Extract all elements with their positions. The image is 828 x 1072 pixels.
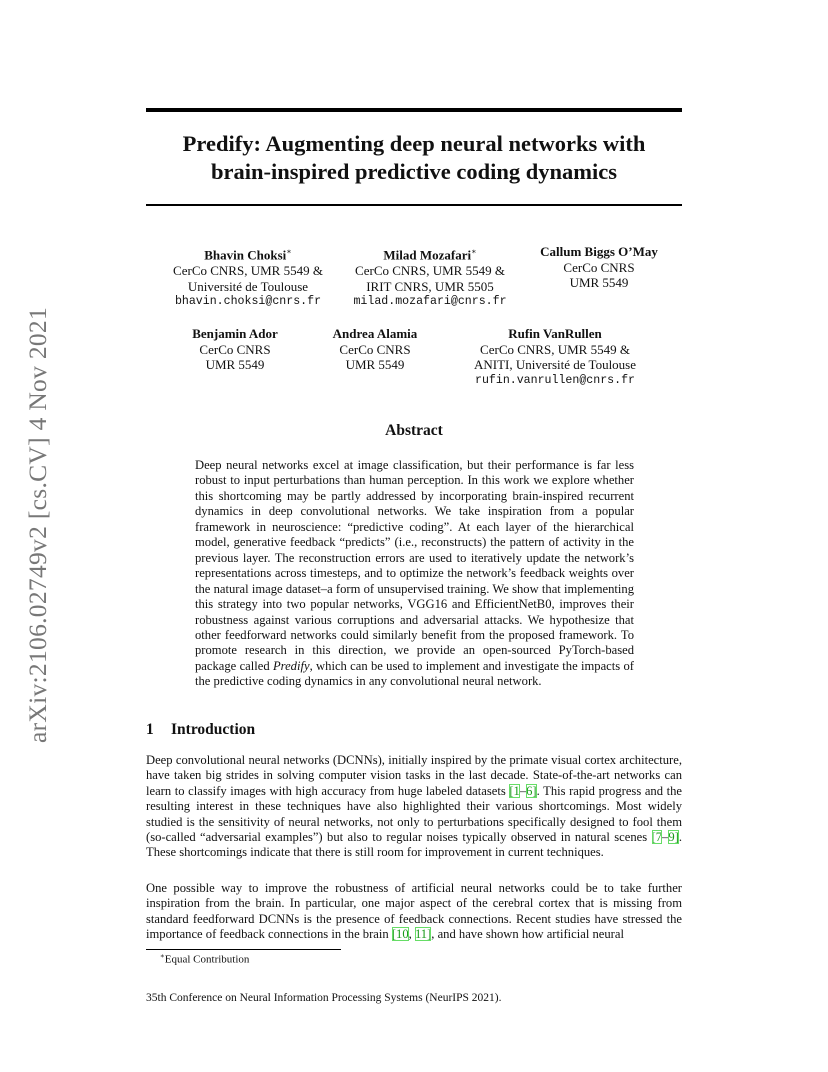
- author-name: Milad Mozafari: [383, 247, 472, 263]
- citation-link[interactable]: 11]: [414, 927, 432, 942]
- author-choksi: [150, 244, 346, 310]
- author-affiliation: CerCo CNRS, UMR 5549 &: [355, 262, 505, 278]
- author-affiliation: ANITI, Université de Toulouse: [473, 357, 637, 373]
- author-affiliation: CerCo CNRS: [199, 341, 271, 357]
- citation-link[interactable]: [7: [651, 830, 663, 845]
- citation-link[interactable]: 6]: [526, 783, 537, 798]
- citation-link[interactable]: [1: [509, 783, 520, 798]
- intro-paragraph-2: [146, 881, 682, 943]
- section-number: 1: [146, 721, 154, 738]
- abstract-heading: Abstract: [385, 422, 443, 439]
- author-affiliation: Université de Toulouse: [187, 278, 309, 294]
- conference-footer: 35th Conference on Neural Information Processing Systems (NeurIPS 2021).: [146, 992, 502, 1004]
- arxiv-sidebar: [18, 290, 58, 760]
- author-name: Callum Biggs O’May: [540, 244, 658, 259]
- citation-link[interactable]: [10: [391, 927, 409, 942]
- author-name: Bhavin Choksi: [204, 247, 287, 263]
- footnote: [160, 952, 249, 966]
- equal-contribution-mark: ∗: [286, 247, 292, 256]
- author-email[interactable]: milad.mozafari@cnrs.fr: [353, 295, 507, 309]
- footnote-text: Equal Contribution: [164, 953, 250, 966]
- author-vanrullen: [455, 326, 655, 388]
- author-affiliation: CerCo CNRS: [339, 341, 411, 357]
- author-affiliation: CerCo CNRS, UMR 5549 &: [480, 341, 630, 357]
- paragraph-text: Deep convolutional neural networks (DCNNs), initially inspired by the primate visual cortex architecture, have taken big strides in solving computer vision tasks in the last decade. State-of-the-art networks can learn to classify images with high accuracy from huge labeled datasets: [146, 753, 682, 798]
- paragraph-text: . These shortcomings indicate that there is still room for improvement in current techniques.: [146, 830, 682, 860]
- title-line-2: brain-inspired predictive coding dynamics: [210, 159, 618, 184]
- author-affiliation: CerCo CNRS: [563, 259, 635, 275]
- author-name: Benjamin Ador: [192, 326, 278, 341]
- author-affiliation: IRIT CNRS, UMR 5505: [366, 278, 494, 294]
- author-name: Rufin VanRullen: [508, 326, 602, 341]
- footnote-mark: ∗: [160, 952, 165, 960]
- title-line-1: Predify: Augmenting deep neural networks with: [182, 131, 646, 156]
- title-top-rule: [146, 108, 682, 112]
- abstract-text: Deep neural networks excel at image classification, but their performance is far less robust to input perturbations than human perception. In this work we explore whether this shortcoming may be partly addressed by incorporating brain-inspired recurrent dynamics in deep convolutional networks. We take inspiration from a popular framework in neuroscience: “predictive coding”. At each layer of the hierarchical model, generative feedback “predicts” (i.e., reconstructs) the pattern of activity in the previous layer. The reconstruction errors are used to iteratively update the network’s representations across timesteps, and to optimize the network’s feedback weights over the natural image dataset–a form of unsupervised training. We show that implementing this strategy into two popular networks, VGG16 and EfficientNetB0, improves their robustness against various corruptions and adversarial attacks. We hypothesize that other feedforward networks could similarly benefit from the proposed framework. To promote research in this direction, we provide an open-sourced PyTorch-based package called: [195, 458, 634, 673]
- paragraph-text: , and have shown how artificial neural: [431, 927, 624, 942]
- author-affiliation: UMR 5549: [205, 357, 265, 373]
- title-bottom-rule: [146, 204, 682, 206]
- paper-title: [146, 130, 682, 186]
- author-ador: [170, 326, 300, 373]
- footnote-rule: [146, 949, 341, 950]
- abstract-text-end: , which can be used to implement and investigate the impacts of the predictive coding dynamics in any convolutional neural network.: [195, 658, 634, 689]
- citation-separator: –: [662, 830, 669, 845]
- author-biggs-omay: [506, 244, 692, 291]
- abstract-emphasis: Predify: [272, 658, 310, 673]
- arxiv-identifier: arXiv:2106.02749v2 [cs.CV] 4 Nov 2021: [23, 306, 52, 744]
- author-affiliation: UMR 5549: [345, 357, 405, 373]
- author-alamia: [310, 326, 440, 373]
- author-email[interactable]: rufin.vanrullen@cnrs.fr: [474, 373, 636, 387]
- paragraph-text: . This rapid progress and the resulting interest in these techniques have also highlighted their various shortcomings. Most widely studied is the sensitivity of neural networks, not only to perturbations specifically designed to fool them (so-called “adversarial examples”) but also to regular noises typically observed in natural scenes: [146, 783, 682, 845]
- intro-paragraph-1: [146, 753, 682, 861]
- citation-link[interactable]: 9]: [668, 830, 679, 845]
- author-mozafari: [332, 244, 528, 310]
- author-affiliation: CerCo CNRS, UMR 5549 &: [173, 262, 323, 278]
- equal-contribution-mark: ∗: [471, 247, 477, 256]
- citation-separator: –: [519, 783, 527, 798]
- author-email[interactable]: bhavin.choksi@cnrs.fr: [174, 295, 322, 309]
- author-name: Andrea Alamia: [332, 326, 418, 341]
- abstract-body: [195, 458, 634, 690]
- section-heading: [146, 721, 255, 739]
- section-title: Introduction: [171, 721, 256, 738]
- author-affiliation: UMR 5549: [569, 275, 629, 291]
- citation-separator: ,: [408, 927, 415, 942]
- paragraph-text: One possible way to improve the robustness of artificial neural networks could be to take further inspiration from the brain. In particular, one major aspect of the cerebral cortex that is missing from standard feedforward DCNNs is the presence of feedback connections. Recent studies have stressed the importance of feedback connections in the brain: [146, 881, 682, 942]
